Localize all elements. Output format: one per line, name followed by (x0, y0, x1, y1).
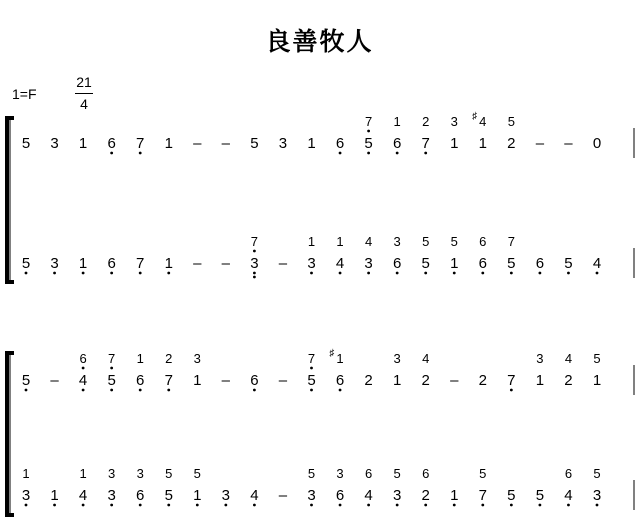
low-octave-dot (510, 389, 513, 392)
low-octave-dot (167, 389, 170, 392)
low-octave-dot (53, 504, 56, 507)
time-signature-bottom: 4 (80, 96, 88, 112)
note: 1 (450, 487, 459, 504)
note: 6 (136, 372, 145, 389)
note: 4 (78, 372, 88, 389)
low-octave-dot (110, 389, 113, 392)
note: 2 (421, 487, 430, 504)
low-octave-dot (82, 272, 85, 275)
low-octave-dot (481, 272, 484, 275)
low-octave-dot (339, 152, 342, 155)
note: 3 (307, 487, 316, 504)
note: 4 (250, 487, 259, 504)
rest-note: 0 (592, 135, 602, 152)
note: 3 (136, 466, 144, 481)
note: 1 (307, 135, 316, 152)
low-octave-dot (196, 504, 199, 507)
low-octave-dot (339, 272, 342, 275)
dash-note: – (50, 372, 59, 389)
low-octave-dot (510, 504, 513, 507)
low-octave-dot (596, 272, 599, 275)
note: 3 (107, 487, 116, 504)
dash-note: – (564, 135, 573, 152)
low-octave-dot (367, 504, 370, 507)
note: 6 (535, 255, 545, 272)
note: 7 (478, 487, 487, 504)
note: 2 (422, 114, 430, 129)
note: 6 (364, 466, 373, 481)
note: 5 (507, 114, 515, 129)
note: 5 (364, 135, 373, 152)
low-octave-dot (453, 272, 456, 275)
low-octave-dot (53, 272, 56, 275)
note: 7 (507, 372, 516, 389)
low-octave-dot (82, 389, 85, 392)
note: 6 (136, 487, 145, 504)
low-octave-dot (510, 272, 513, 275)
note: 5 (307, 372, 316, 389)
low-octave-dot (110, 272, 113, 275)
note: 5 (107, 372, 116, 389)
note: 4 (78, 487, 88, 504)
key-signature: 1=F (12, 86, 37, 102)
time-signature-top: 21 (76, 74, 92, 90)
note: 7 (136, 135, 145, 152)
note: 5 (165, 466, 173, 481)
note: 3 (193, 351, 201, 366)
note: 1 (535, 372, 545, 389)
note: 2 (564, 372, 573, 389)
note: 4 (564, 487, 573, 504)
note: 2 (478, 372, 487, 389)
low-octave-dot (139, 389, 142, 392)
note: 7 (250, 234, 259, 249)
low-octave-dot (481, 504, 484, 507)
note: 5 (21, 135, 31, 152)
note: 1 (193, 487, 202, 504)
note: 5 (593, 351, 601, 366)
note: 4 (422, 351, 430, 366)
song-title: 良善牧人 (265, 27, 374, 56)
low-octave-dot (539, 504, 542, 507)
low-octave-dot (82, 504, 85, 507)
note: 3 (393, 234, 401, 249)
sharp-sign: ♯ (329, 348, 335, 359)
note: 3 (336, 466, 344, 481)
note: 1 (393, 114, 401, 129)
note: 6 (479, 234, 487, 249)
note: 7 (136, 255, 145, 272)
note: 3 (393, 351, 401, 366)
dash-note: – (221, 372, 231, 389)
note: 6 (335, 487, 345, 504)
note: 3 (278, 135, 288, 152)
note: 6 (107, 255, 116, 272)
note: 5 (450, 234, 458, 249)
low-octave-dot (310, 272, 313, 275)
note: 6 (564, 466, 573, 481)
note: 6 (107, 135, 116, 152)
note: 6 (392, 255, 402, 272)
note: 6 (79, 351, 87, 366)
dash-note: – (193, 255, 202, 272)
note: 6 (335, 135, 345, 152)
dash-note: – (535, 135, 545, 152)
low-octave-dot (310, 389, 313, 392)
low-octave-dot (567, 504, 570, 507)
low-octave-dot (567, 272, 570, 275)
note: 6 (478, 255, 487, 272)
note: 4 (364, 234, 373, 249)
note: 4 (564, 351, 573, 366)
note: 7 (364, 114, 373, 129)
low-octave-dot (539, 272, 542, 275)
low-octave-dot (396, 272, 399, 275)
note: 5 (164, 487, 173, 504)
note: 2 (421, 372, 430, 389)
note: 5 (393, 466, 401, 481)
note: 5 (307, 466, 316, 481)
low-octave-dot (139, 272, 142, 275)
note: 1 (478, 135, 487, 152)
note: 3 (364, 255, 373, 272)
note: 5 (21, 255, 31, 272)
low-octave-dot (453, 504, 456, 507)
note: 3 (221, 487, 231, 504)
note: 6 (250, 372, 259, 389)
low-octave-dot (139, 504, 142, 507)
low-octave-dot (25, 504, 28, 507)
note: 1 (78, 135, 88, 152)
note: 3 (250, 255, 259, 272)
note: 3 (50, 135, 59, 152)
note: 1 (22, 466, 30, 481)
note: 6 (392, 135, 402, 152)
note: 3 (50, 255, 59, 272)
dash-note: – (221, 255, 231, 272)
low-octave-dot (253, 250, 256, 253)
note: 6 (422, 466, 430, 481)
note: 5 (193, 466, 201, 481)
note: 1 (136, 351, 144, 366)
low-octave-dot (339, 504, 342, 507)
note: 5 (21, 372, 31, 389)
note: 1 (336, 234, 344, 249)
low-octave-dot (253, 276, 256, 279)
note: 5 (422, 234, 430, 249)
low-octave-dot (367, 272, 370, 275)
note: 1 (450, 135, 459, 152)
note: 1 (336, 351, 344, 366)
note: 2 (507, 135, 516, 152)
note: 1 (78, 255, 88, 272)
note: 5 (421, 255, 430, 272)
dash-note: – (450, 372, 459, 389)
note: 1 (307, 234, 316, 249)
low-octave-dot (367, 152, 370, 155)
low-octave-dot (82, 367, 85, 370)
low-octave-dot (424, 272, 427, 275)
note: 2 (165, 351, 173, 366)
low-octave-dot (224, 504, 227, 507)
low-octave-dot (110, 504, 113, 507)
note: 1 (79, 466, 87, 481)
note: 7 (164, 372, 173, 389)
low-octave-dot (339, 389, 342, 392)
note: 5 (535, 487, 545, 504)
note: 7 (421, 135, 430, 152)
low-octave-dot (253, 504, 256, 507)
note: 5 (507, 487, 516, 504)
low-octave-dot (110, 367, 113, 370)
note: 3 (392, 487, 402, 504)
note: 5 (507, 255, 516, 272)
low-octave-dot (25, 272, 28, 275)
low-octave-dot (396, 152, 399, 155)
low-octave-dot (367, 130, 370, 133)
note: 7 (307, 351, 316, 366)
note: 4 (479, 114, 487, 129)
low-octave-dot (424, 152, 427, 155)
note: 2 (364, 372, 373, 389)
note: 5 (564, 255, 573, 272)
note: 1 (164, 255, 173, 272)
note: 5 (593, 466, 601, 481)
low-octave-dot (396, 504, 399, 507)
low-octave-dot (596, 504, 599, 507)
note: 1 (450, 255, 459, 272)
low-octave-dot (167, 272, 170, 275)
note: 4 (364, 487, 373, 504)
low-octave-dot (310, 504, 313, 507)
low-octave-dot (253, 389, 256, 392)
note: 3 (108, 466, 116, 481)
note: 3 (450, 114, 458, 129)
note: 3 (307, 255, 316, 272)
note: 7 (507, 234, 515, 249)
note: 1 (592, 372, 602, 389)
note: 3 (592, 487, 602, 504)
low-octave-dot (110, 152, 113, 155)
note: 1 (164, 135, 173, 152)
note: 3 (21, 487, 31, 504)
low-octave-dot (253, 272, 256, 275)
note: 1 (392, 372, 402, 389)
note: 7 (108, 351, 116, 366)
note: 5 (250, 135, 259, 152)
dash-note: – (278, 487, 288, 504)
dash-note: – (221, 135, 231, 152)
sharp-sign: ♯ (472, 111, 478, 122)
note: 1 (193, 372, 202, 389)
low-octave-dot (25, 389, 28, 392)
note: 4 (592, 255, 602, 272)
low-octave-dot (310, 367, 313, 370)
note: 1 (50, 487, 59, 504)
low-octave-dot (139, 152, 142, 155)
note: 6 (335, 372, 345, 389)
dash-note: – (278, 255, 288, 272)
note: 4 (335, 255, 345, 272)
dash-note: – (278, 372, 288, 389)
low-octave-dot (424, 504, 427, 507)
note: 5 (479, 466, 487, 481)
low-octave-dot (167, 504, 170, 507)
note: 3 (536, 351, 544, 366)
dash-note: – (193, 135, 202, 152)
